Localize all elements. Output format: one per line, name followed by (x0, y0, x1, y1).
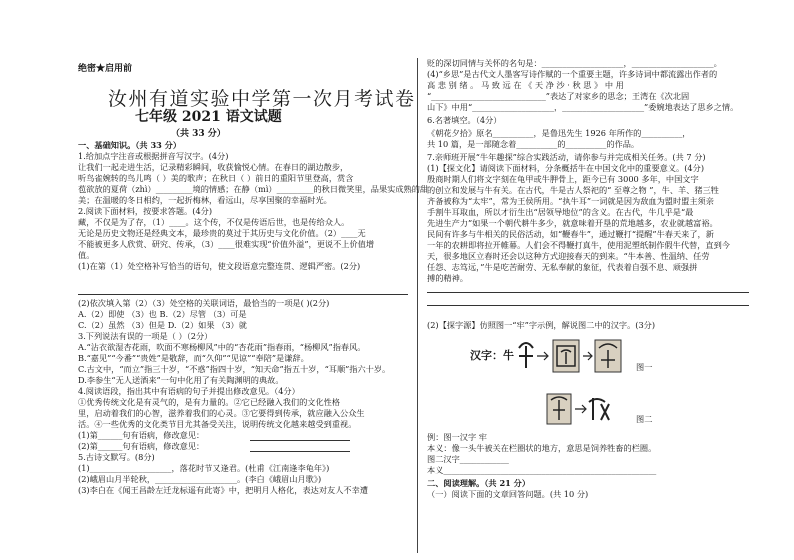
q3-option: C.古文中，“而立”指三十岁，“不惑”指四十岁，“知天命”指五十岁，“耳顺”指六十岁。 (78, 364, 391, 374)
q4-passage: 活。④一些优秀的文化类节目尤其备受关注，说明传统文化越来越受到重视。 (78, 419, 357, 429)
q2-passage: 值。 (78, 250, 95, 260)
q7-passage: 殷商时期人们将文字刻在龟甲或牛胛骨上，距今已有 3000 多年，中国文字 (427, 174, 699, 184)
q6-line: 共 10 篇，是一部随念着__________的__________的作品。 (427, 139, 640, 149)
figure-char-label: 汉字：牛 (470, 349, 514, 362)
q5-item: (4)“乡思”是古代文人墨客写诗作赋的一个重要主题，许多诗词中都流露出作者的 (427, 69, 718, 79)
answer-line[interactable] (250, 451, 350, 452)
q7-sub1: (1)【探文化】请阅读下面材料，分条概括牛在中国文化中的重要意义。(4分) (427, 163, 705, 173)
ancient-ox-glyph-icon (589, 398, 609, 420)
section-2-heading: 二、阅读理解。（共 21 分） (427, 478, 531, 488)
figure-1-label: 图一 (636, 362, 653, 372)
q4-passage: 里，启动着我们的心智，滋养着我们的心灵。③它要得到传承，就应融入公众生 (78, 408, 365, 418)
q7-passage: 齐备被称为“太牢”，常为王侯所用。“执牛耳”一词就是因为敌血为盟时盟主须亲 (427, 196, 714, 206)
q2-sub1: (1)在第（1）处空格补写恰当的语句，使文段语意完整连贯、逻辑严密。(2分) (78, 261, 361, 271)
q3-title: 3.下列说法有误的一项是（ ）（2分） (78, 331, 213, 341)
grade-title: 七年级 2021 语文试题 (135, 109, 282, 125)
q2-option-row: A.（2）即使 （3）也 B.（2）尽管 （3）可是 (78, 309, 247, 319)
q1-title: 1.给加点字注音或根据拼音写汉字。(4分) (78, 151, 229, 161)
q5-item: (1)____________________，落花时节又逢君。(杜甫《江南逢李龟年》) (78, 463, 330, 473)
answer-line[interactable] (427, 305, 749, 306)
q5-continued: 贬的深切同情与关怀的名句是：____________________，____________________。 (427, 58, 722, 68)
answer-line[interactable] (78, 294, 408, 295)
q7-title: 7.亲师班开展“牛年趣探”综合实践活动，请你参与并完成相关任务。(共 7 分) (427, 152, 706, 162)
example-line: 图二汉字____________ (427, 454, 509, 464)
school-title: 汝州有道实验中学第一次月考试卷 (108, 88, 416, 110)
secret-mark: 绝密★启用前 (78, 64, 133, 74)
q1-line: 美；在温暖的冬日相约，一起折梅林，看远山，尽享国聚的幸福时光。 (78, 195, 332, 205)
example-line: 本义：像一头牛被关在栏圈状的地方，意思是饲养牲畜的栏圈。 (427, 443, 657, 453)
q5-item: “____________________________”表达了对家乡的思念；王湾在《次北固 (427, 91, 690, 101)
q7-passage: 民间有许多与牛相关的民俗活动，如“鞭春牛”，通过鞭打“提醒”牛春天来了，新 (427, 229, 714, 239)
q6-line: 《朝花夕拾》原名__________，是鲁迅先生 1926 年所作的__________， (427, 128, 691, 138)
q7-passage: 任怨、志笃远，”牛是吃苦耐劳、无私奉献的象征，代表着自强不息、顽强拼 (427, 262, 698, 272)
column-divider (417, 58, 418, 553)
q5-title: 5.古诗文默写。(8分) (78, 452, 155, 462)
q1-line: 苞欲放的夏荷（zhì）_________境的情感；在静（mì）_________的秋日微笑里，品果实成熟的甜 (78, 184, 429, 194)
q4-answer: (1)第______句有语病，修改意见： (78, 430, 205, 440)
q1-line: 听鸟雀婉转的鸟儿鸣（ ）美的歌声；在秋日（ ）前日的重阳节里登高，赏含 (78, 173, 354, 183)
section-1-heading: 一、基础知识。（共 33 分） (78, 140, 182, 150)
q4-title: 4.阅读语段，指出其中有语病的句子并提出修改意见。（4分） (78, 386, 300, 396)
q2-sub2: (2)依次填入第（2）（3）处空格的关联词语，最恰当的一项是( )(2分) (78, 298, 330, 308)
q3-option: A.“沾衣欲湿杏花雨，吹面不寒杨柳风”中的“杏花雨”指春雨，“杨柳风”指春风。 (78, 342, 366, 352)
q2-passage: 藏，不仅是为了存，（1）____。这个传，不仅是传语后世，也是传给众人。 (78, 217, 350, 227)
q2-passage: 不能被更多人欣赏、研究、传承，（3）____很难实现“价值外溢”，更说不上价值增 (78, 239, 375, 249)
arrow-right-icon (583, 352, 592, 360)
q7-sub2: (2)【探字源】仿照图一“牢”字示例，解说图二中的汉字。(3分) (427, 320, 656, 330)
q7-passage: 先进生产力”如果一个朝代耕牛多少，就意味着开垦的荒地越多，农业就越富裕。 (427, 218, 718, 228)
arrow-right-icon (537, 352, 548, 360)
q3-option: D.李参生“无人送酒来”一句中化用了有关陶渊明的典故。 (78, 375, 284, 385)
q1-line: 让我们一起走进生活，记录精彩瞬间，收获愉悦心情。在春日的湖边散步， (78, 162, 349, 172)
arrow-right-icon (575, 405, 586, 413)
q7-passage: 一年的农耕即将拉开帷幕。人们会不得鞭打真牛，使用泥塑纸制作假牛代替，直到今 (427, 240, 730, 250)
ancient-ox-glyph-icon (519, 343, 533, 368)
q5-item: 高 悲 别 绪 。 马 致 远 在 《 天 净 沙 · 秋 思 》 中 用 (427, 80, 624, 90)
figure-1-glyphs (515, 336, 625, 376)
reading-sub1: （一）阅读下面的文章回答问题。(共 10 分) (427, 489, 589, 499)
q4-answer: (2)第______句有语病，修改意见： (78, 441, 205, 451)
q7-passage: 手割牛耳取血，所以才衍生出“居领导地位”的含义。在古代，牛几乎是“最 (427, 207, 694, 217)
figure-2-glyphs (545, 392, 625, 426)
q2-passage: 无论是历史文物还是经典文本，最珍贵的莫过于其历史与文化价值。（2）____无 (78, 228, 366, 238)
q3-option: B.“嘉见”“今番”“贵姓”是敬辞，而“久仰”“见谅”“奉陪”是谦辞。 (78, 353, 309, 363)
q4-passage: ①优秀传统文化是有灵气的，是有力量的。②它已经融入我们的文化性格 (78, 397, 341, 407)
q5-item: (2)峨眉山月半轮秋，____________________。(李白《峨眉山月歌》) (78, 474, 322, 484)
q5-item: (3)李白在《闻王昌龄左迁龙标遥有此寄》中，把明月人格化，表达对友人不幸遭 (78, 485, 368, 495)
q7-passage: 的创立和发展与牛有关。在古代，牛是古人祭祀的“ 至尊之物 ”，牛、羊、猪三牲 (427, 185, 719, 195)
q2-option-row: C.（2）虽然 （3）但是 D.（2）如果 （3）就 (78, 320, 247, 330)
answer-line[interactable] (250, 440, 350, 441)
q7-passage: 搏的精神。 (427, 273, 468, 283)
example-line: 例：图一汉字 牢 (427, 432, 487, 442)
example-line: 本义____________________________________________________ (427, 465, 657, 475)
figure-2-label: 图二 (636, 414, 653, 424)
answer-line[interactable] (427, 292, 749, 293)
q2-title: 2.阅读下面材料，按要求答题。(4分) (78, 206, 213, 216)
q5-item: 山下》中用“____________________，____________________”委婉地表达了思乡之情。 (427, 102, 739, 112)
q7-passage: 天，很多地区立春时还会以这种方式迎接春天的到来。“牛本善、性温纳、任劳 (427, 251, 710, 261)
total-score: （共 33 分） (171, 129, 226, 139)
q6-title: 6.名著填空。（4分） (427, 115, 502, 125)
